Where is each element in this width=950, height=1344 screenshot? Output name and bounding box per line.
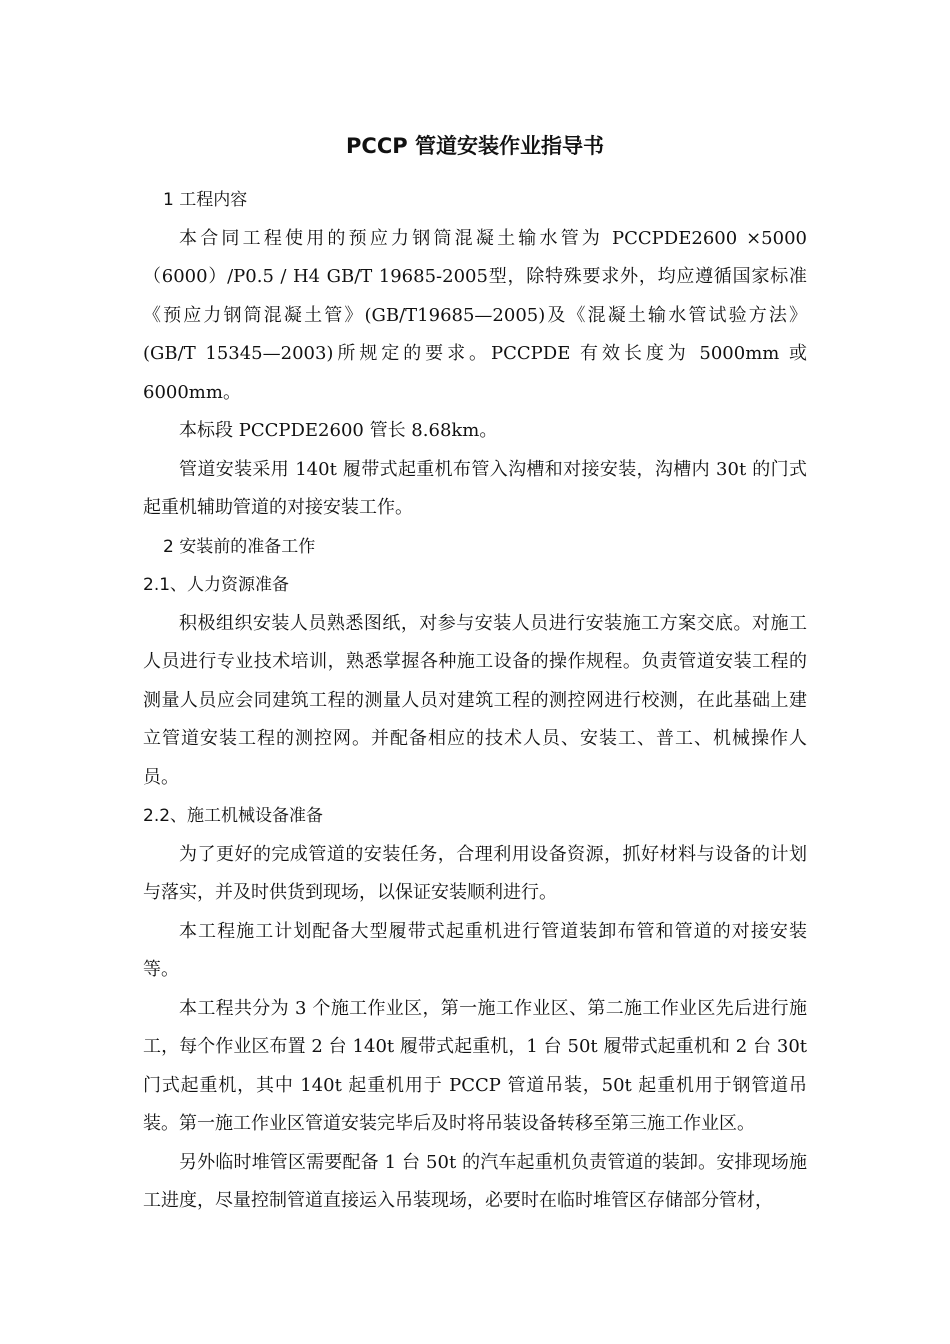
paragraph: 本标段 PCCPDE2600 管长 8.68km。 — [179, 420, 498, 441]
subsection-heading-2-2: 2.2、施工机械设备准备 — [143, 806, 324, 826]
paragraph: 另外临时堆管区需要配备 1 台 50t 的汽车起重机负责管道的装卸。安排现场施工进度，尽量控制管道直接运入吊装现场，必要时在临时堆管区存储部分管材， — [143, 1151, 807, 1211]
section-heading-1: 1 工程内容 — [163, 190, 248, 210]
page-title: PCCP 管道安装作业指导书 — [346, 134, 604, 158]
document-body — [143, 181, 807, 1221]
paragraph: 本工程施工计划配备大型履带式起重机进行管道装卸布管和管道的对接安装等。 — [143, 920, 807, 980]
section-heading-2: 2 安装前的准备工作 — [163, 536, 316, 557]
paragraph: 本合同工程使用的预应力钢筒混凝土输水管为 PCCPDE2600 ×5000（6000）/P0.5 / H4 GB/T 19685-2005型，除特殊要求外，均应遵循国家标准《预应力钢筒混凝土管》(GB/T19685—2005)及《混凝土输水管试验方法》(GB/T 15345—2003)所规定的要求。PCCPDE 有效长度为 5000mm 或 6000mm。 — [143, 227, 807, 403]
paragraph: 本工程共分为 3 个施工作业区，第一施工作业区、第二施工作业区先后进行施工，每个作业区布置 2 台 140t 履带式起重机，1 台 50t 履带式起重机和 2 台 30t 门式起重机，其中 140t 起重机用于 PCCP 管道吊装，50t 起重机用于钢管道吊装。第一施工作业区管道安装完毕后及时将吊装设备转移至第三施工作业区。 — [143, 997, 807, 1134]
subsection-heading-2-1: 2.1、人力资源准备 — [143, 575, 290, 595]
paragraph: 为了更好的完成管道的安装任务，合理利用设备资源，抓好材料与设备的计划与落实，并及时供货到现场，以保证安装顺利进行。 — [143, 843, 807, 903]
paragraph: 积极组织安装人员熟悉图纸，对参与安装人员进行安装施工方案交底。对施工人员进行专业技术培训，熟悉掌握各种施工设备的操作规程。负责管道安装工程的测量人员应会同建筑工程的测量人员对建筑工程的测控网进行校测，在此基础上建立管道安装工程的测控网。并配备相应的技术人员、安装工、普工、机械操作人员。 — [143, 612, 807, 788]
paragraph: 管道安装采用 140t 履带式起重机布管入沟槽和对接安装，沟槽内 30t 的门式起重机辅助管道的对接安装工作。 — [143, 458, 807, 518]
